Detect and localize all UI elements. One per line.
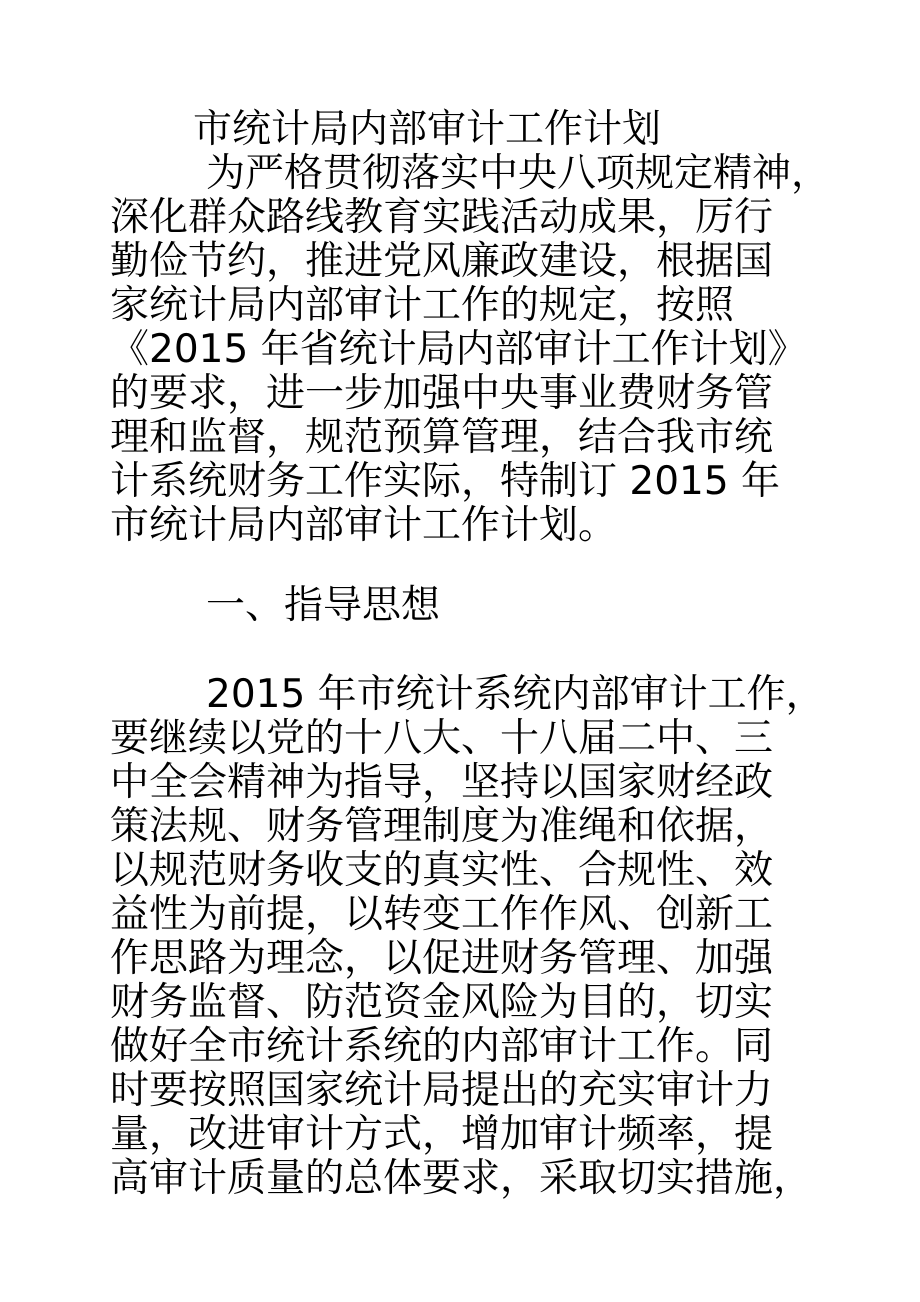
intro-line: 为严格贯彻落实中央八项规定精神， — [206, 151, 831, 196]
section-line: 做好全市统计系统的内部审计工作。同 — [110, 1024, 774, 1069]
intro-line: 市统计局内部审计工作计划。 — [110, 503, 618, 548]
intro-line: 的要求，进一步加强中央事业费财务管 — [110, 371, 774, 416]
section-line: 作思路为理念，以促进财务管理、加强 — [110, 936, 774, 981]
section-line: 要继续以党的十八大、十八届二中、三 — [110, 716, 774, 761]
section-line: 高审计质量的总体要求，采取切实措施， — [110, 1156, 813, 1201]
section-heading: 一、指导思想 — [206, 583, 441, 628]
section-line: 量，改进审计方式，增加审计频率，提 — [110, 1112, 774, 1157]
intro-line: 勤俭节约，推进党风廉政建设，根据国 — [110, 239, 774, 284]
intro-line: 《2015 年省统计局内部审计工作计划》 — [110, 327, 807, 372]
section-line: 时要按照国家统计局提出的充实审计力 — [110, 1068, 774, 1113]
intro-line: 理和监督，规范预算管理，结合我市统 — [110, 415, 774, 460]
section-line: 2015 年市统计系统内部审计工作， — [206, 672, 825, 717]
section-line: 策法规、财务管理制度为准绳和依据， — [110, 804, 774, 849]
section-line: 中全会精神为指导，坚持以国家财经政 — [110, 760, 774, 805]
intro-line: 家统计局内部审计工作的规定，按照 — [110, 283, 735, 328]
section-line: 财务监督、防范资金风险为目的，切实 — [110, 980, 774, 1025]
document-title: 市统计局内部审计工作计划 — [193, 107, 662, 152]
intro-line: 深化群众路线教育实践活动成果，厉行 — [110, 195, 774, 240]
section-line: 益性为前提，以转变工作作风、创新工 — [110, 892, 774, 937]
section-line: 以规范财务收支的真实性、合规性、效 — [110, 848, 774, 893]
intro-line: 计系统财务工作实际，特制订 2015 年 — [110, 459, 781, 504]
